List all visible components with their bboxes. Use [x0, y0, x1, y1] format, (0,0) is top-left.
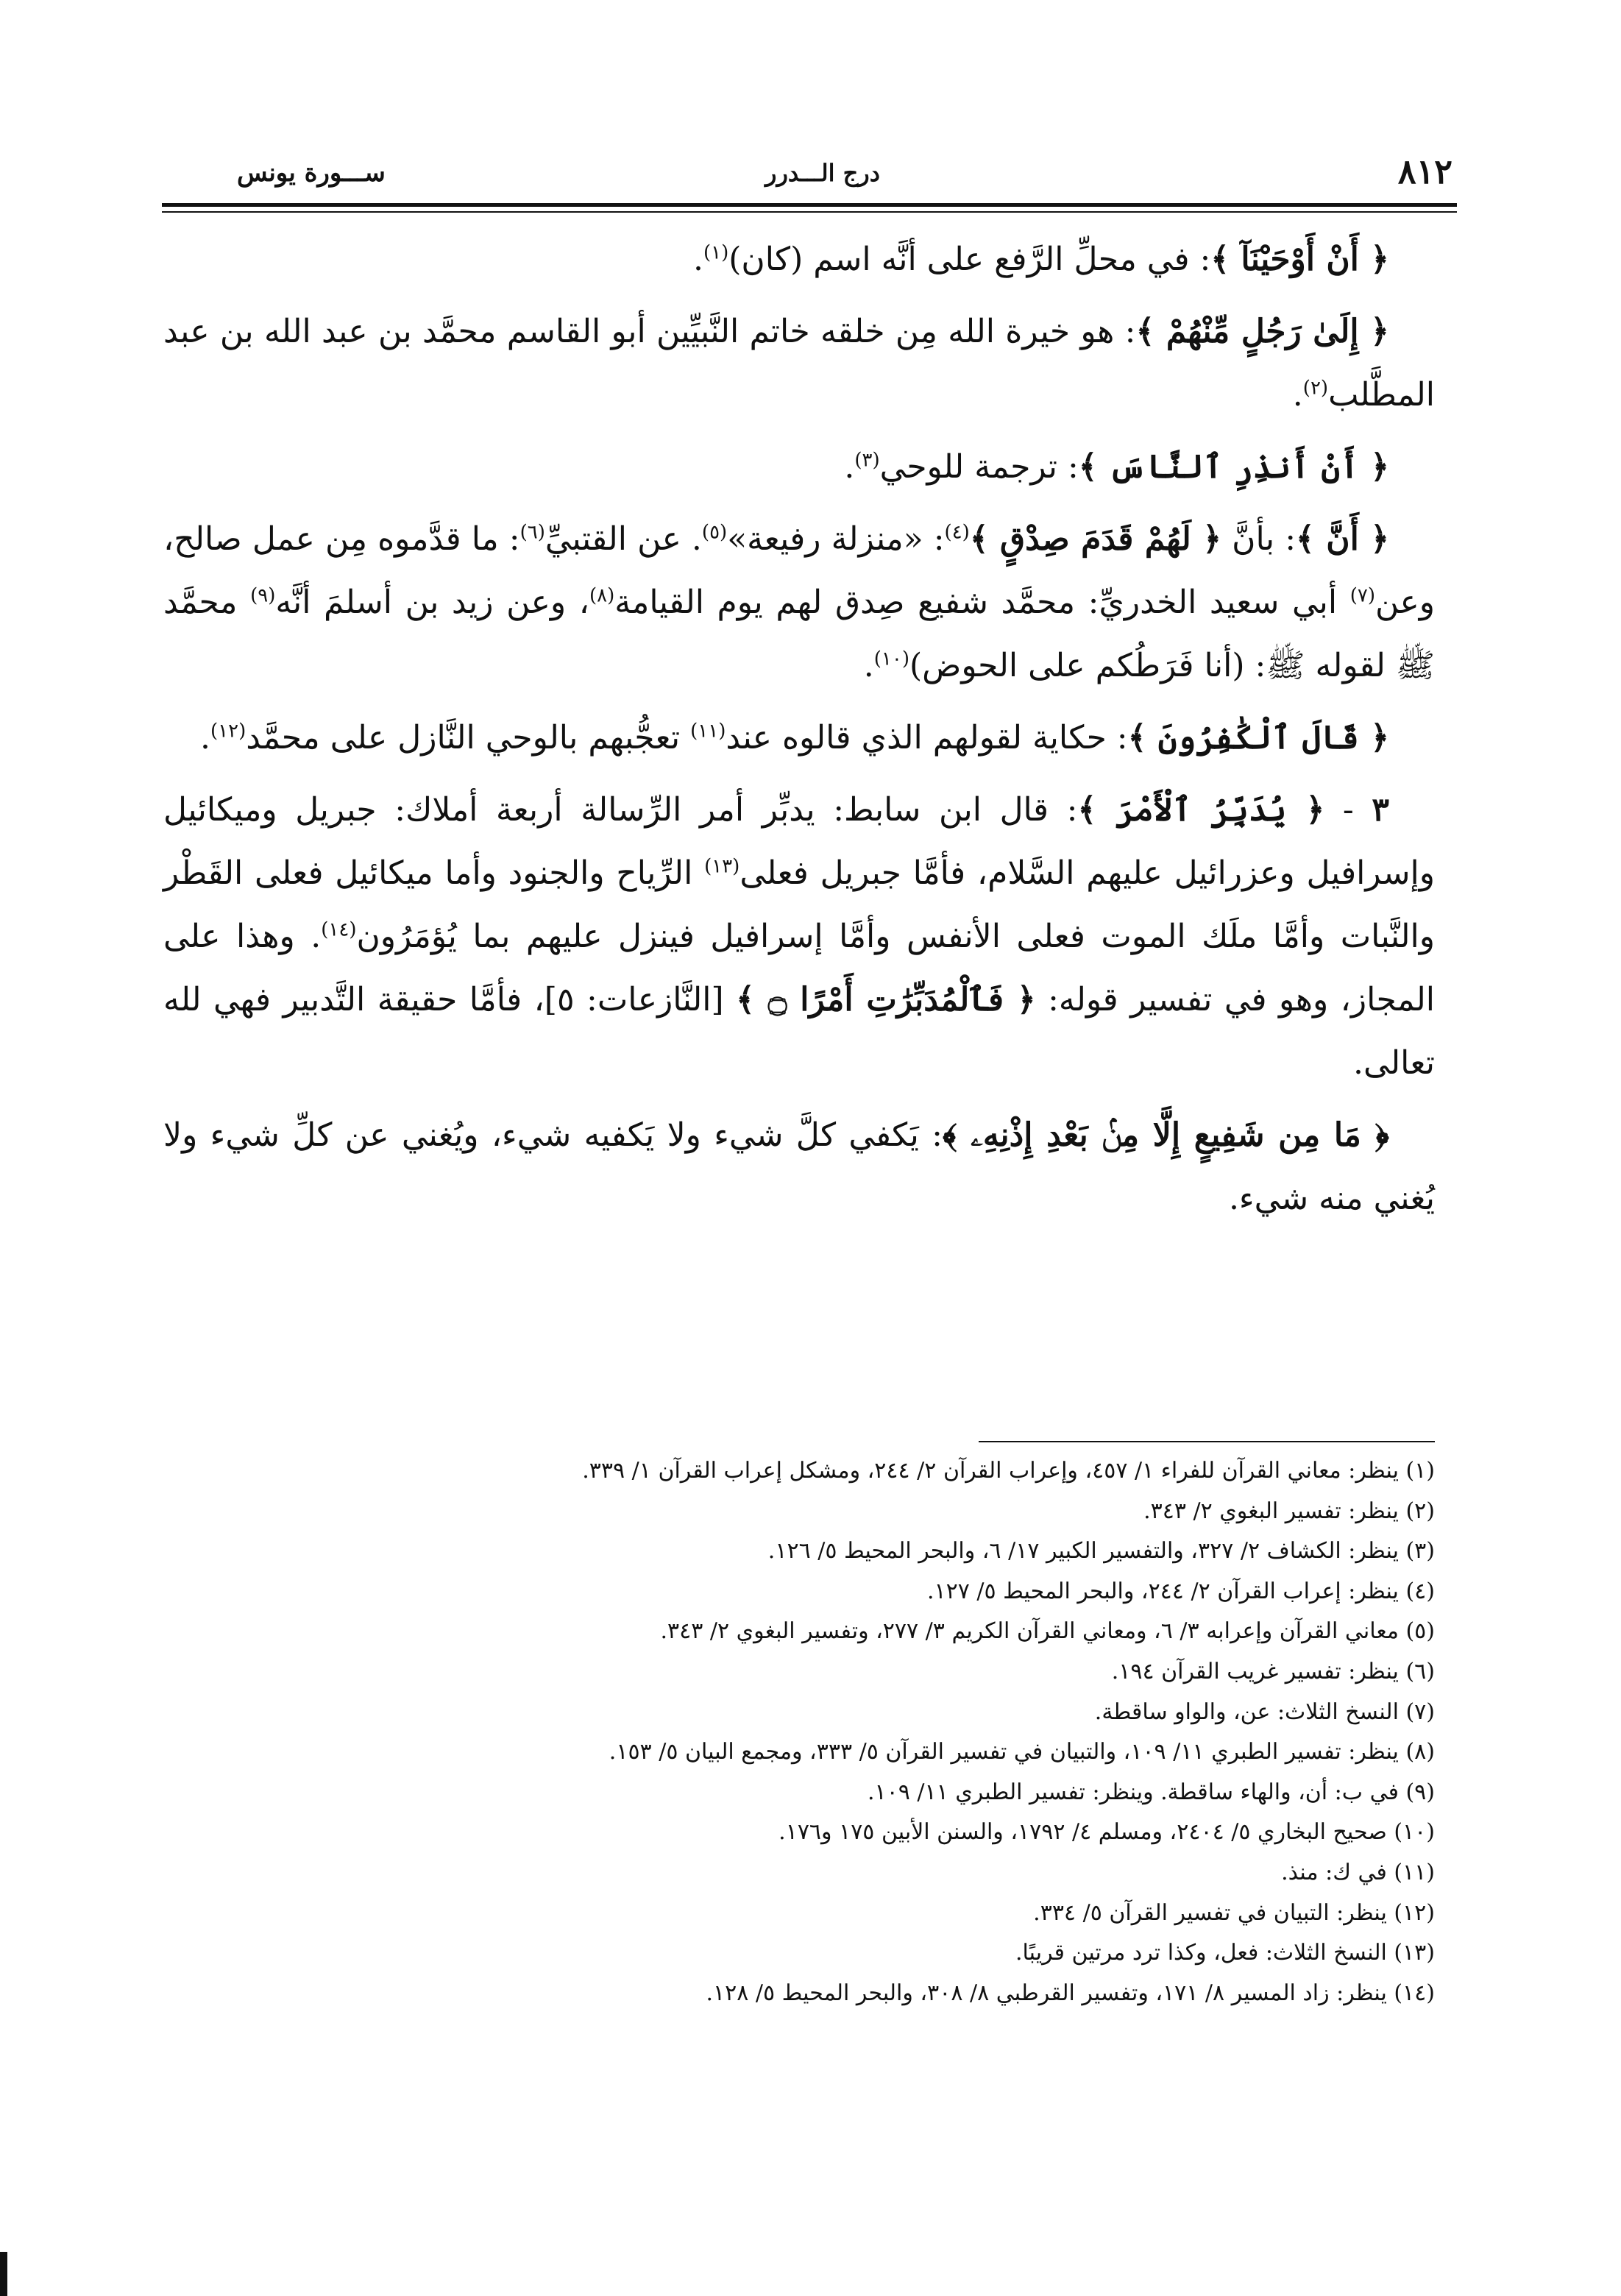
footnote: (٧) النسخ الثلاث: عن، والواو ساقطة. [1094, 1698, 1435, 1725]
paragraph [163, 1104, 1435, 1230]
ornate-bracket: ﴿ [1361, 1116, 1389, 1154]
quran-quote: قَالَ ٱلْكَٰفِرُونَ [1157, 719, 1359, 757]
footnote: (٣) ينظر: الكشاف ٢/ ٣٢٧، والتفسير الكبير ١٧/ ٦، والبحر المحيط ٥/ ١٢٦. [767, 1538, 1435, 1565]
quran-quote: أَنْ أَنذِرِ ٱلنَّاسَ [1108, 448, 1359, 486]
commentary-text: الرِّياح والجنود وأما ميكائيل فعلى القَطْر والنَّبات وأمَّا ملَك الموت فعلى الأنفس وأمَّا إسرافيل فينزل عليهم بما يُؤمَرُون [163, 854, 1435, 955]
commentary-text: أبي سعيد الخدريِّ: محمَّد شفيع صِدق لهم يوم القيامة [614, 584, 1350, 621]
footnote-reference[interactable]: (٢) [1302, 377, 1329, 400]
commentary-text: : هو خيرة الله مِن خلقه خاتم النَّبيِّين أبو القاسم محمَّد بن عبد الله بن عبد المطَّلب [163, 313, 1435, 414]
commentary-text: . [692, 241, 703, 278]
footnote: (٥) معاني القرآن وإعرابه ٣/ ٦، ومعاني القرآن الكريم ٣/ ٢٧٧، وتفسير البغوي ٢/ ٣٤٣. [660, 1618, 1435, 1645]
footnote: (١٢) ينظر: التبيان في تفسير القرآن ٥/ ٣٣٤. [1033, 1899, 1435, 1926]
footnote-reference[interactable]: (١٣) [704, 855, 740, 878]
footnote: (١٣) النسخ الثلاث: فعل، وكذا ترد مرتين قريبًا. [1015, 1940, 1435, 1966]
footnote: (١١) في ك: منذ. [1281, 1859, 1435, 1885]
ornate-bracket: ﴿ [1004, 981, 1036, 1018]
quran-quote: لَهُمْ قَدَمَ صِدْقٍ [1000, 520, 1191, 558]
ornate-bracket: ﴾ [1077, 791, 1116, 829]
ornate-bracket: ﴿ [1358, 719, 1389, 757]
ornate-bracket: ﴿ [1191, 520, 1222, 558]
commentary-text: محمَّد ﷺ لقوله ﷺ: (أنا فَرَطُكم على الحوض) [163, 584, 1435, 684]
paragraph [163, 706, 1435, 770]
quran-quote: أَنْ أَوْحَيْنَآ [1241, 241, 1359, 278]
footnotes [163, 1451, 1435, 2013]
ornate-bracket: ﴿ [1358, 241, 1389, 278]
footnote: (٦) ينظر: تفسير غريب القرآن ١٩٤. [1111, 1658, 1435, 1684]
footnote-reference[interactable]: (١٠) [873, 648, 909, 670]
commentary-text: : ما قدَّموه مِن عمل صالح، وعن [163, 520, 1435, 621]
quran-quote: فَٱلْمُدَبِّرَٰتِ أَمْرًا ۝ [767, 981, 1004, 1018]
commentary-text: : بأنَّ [1221, 520, 1297, 558]
footnote-reference[interactable]: (١٤) [321, 918, 357, 941]
ornate-bracket: ﴾ [1296, 520, 1327, 558]
footnote: (١٤) ينظر: زاد المسير ٨/ ١٧١، وتفسير القرطبي ٨/ ٣٠٨، والبحر المحيط ٥/ ١٢٨. [706, 1980, 1435, 2006]
main-text [163, 228, 1435, 1239]
ornate-bracket: ﴾ [1135, 313, 1166, 350]
ornate-bracket: ﴾ [736, 981, 768, 1018]
paragraph [163, 779, 1435, 1095]
commentary-text: : حكاية لقولهم الذي قالوه عند [726, 719, 1128, 757]
commentary-text: : قال ابن سابط: يدبِّر أمر الرِّسالة أربعة أملاك: جبريل وميكائيل وإسرافيل وعزرائيل عليهم السَّلام، فأمَّا جبريل فعلى [163, 791, 1435, 892]
commentary-text: تعجُّبهم بالوحي النَّازل على محمَّد [246, 719, 691, 757]
commentary-text: . [1292, 376, 1303, 414]
paragraph [163, 300, 1435, 427]
quran-quote: يُدَبِّرُ ٱلْأَمْرَ [1115, 791, 1287, 829]
paragraph [163, 228, 1435, 291]
surah-title: ســـورة يونس [237, 158, 386, 188]
commentary-text: [النَّازعات: ٥]، فأمَّا حقيقة التَّدبير فهي لله تعالى. [163, 981, 1435, 1082]
footnote-reference[interactable]: (٩) [250, 584, 276, 607]
footnote-reference[interactable]: (٤) [944, 521, 970, 544]
footnote: (٢) ينظر: تفسير البغوي ٢/ ٣٤٣. [1143, 1498, 1435, 1524]
header-rule-secondary [162, 211, 1457, 213]
footnote: (٤) ينظر: إعراب القرآن ٢/ ٢٤٤، والبحر المحيط ٥/ ١٢٧. [926, 1578, 1435, 1604]
ornate-bracket: ﴿ [1286, 791, 1325, 829]
quran-quote: مَا مِن شَفِيعٍ إِلَّا مِنۢ بَعْدِ إِذْنِهِۦ [971, 1116, 1361, 1154]
commentary-text: . [863, 647, 874, 684]
footnote: (٩) في ب: أن، والهاء ساقطة. وينظر: تفسير الطبري ١١/ ١٠٩. [867, 1779, 1435, 1805]
ornate-bracket: ﴾ [1078, 448, 1109, 486]
running-header [193, 151, 1452, 195]
commentary-text: . عن القتبيِّ [545, 520, 702, 558]
footnote-separator [979, 1441, 1435, 1442]
ornate-bracket: ﴾ [1127, 719, 1158, 757]
commentary-text: - [1324, 791, 1372, 829]
verse-number: ٣ [1372, 791, 1390, 829]
quran-quote: إِلَىٰ رَجُلٍ مِّنْهُمْ [1166, 313, 1359, 350]
footnote-reference[interactable]: (٣) [854, 449, 880, 472]
ornate-bracket: ﴿ [1358, 313, 1389, 350]
paragraph [163, 436, 1435, 499]
commentary-text: : يَكفي كلَّ شيء ولا يَكفيه شيء، ويُغني عن كلِّ شيء ولا يُغني منه شيء. [163, 1116, 1435, 1217]
commentary-text: : في محلِّ الرَّفع على أنَّه اسم (كان) [728, 241, 1211, 278]
ornate-bracket: ﴿ [1358, 448, 1389, 486]
footnote-reference[interactable]: (١) [703, 241, 729, 264]
footnote-reference[interactable]: (٦) [519, 521, 545, 544]
footnote: (١) ينظر: معاني القرآن للفراء ١/ ٤٥٧، وإعراب القرآن ٢/ ٢٤٤، ومشكل إعراب القرآن ١/ ٣٣٩. [582, 1458, 1435, 1484]
ornate-bracket: ﴾ [1210, 241, 1241, 278]
footnote-reference[interactable]: (٧) [1349, 584, 1375, 607]
commentary-text: ، وعن زيد بن أسلمَ أنَّه [275, 584, 589, 621]
commentary-text: : «منزلة رفيعة» [727, 520, 945, 558]
header-rule [162, 203, 1457, 207]
footnote: (٨) ينظر: تفسير الطبري ١١/ ١٠٩، والتبيان في تفسير القرآن ٥/ ٣٣٣، ومجمع البيان ٥/ ١٥٣. [609, 1739, 1435, 1765]
commentary-text: . وهذا على المجاز، وهو في تفسير قوله: [163, 918, 1435, 1018]
footnote-reference[interactable]: (١٢) [210, 720, 246, 743]
page-number: ٨١٢ [1397, 152, 1452, 191]
commentary-text: . [844, 448, 855, 486]
commentary-text: . [200, 719, 210, 757]
commentary-text: : ترجمة للوحي [879, 448, 1079, 486]
ornate-bracket: ﴿ [1358, 520, 1390, 558]
page-edge-mark [0, 2252, 7, 2296]
ornate-bracket: ﴾ [969, 520, 1001, 558]
footnote-reference[interactable]: (٨) [589, 584, 615, 607]
footnote: (١٠) صحيح البخاري ٥/ ٢٤٠٤، ومسلم ٤/ ١٧٩٢، والسنن الأبين ١٧٥ و١٧٦. [778, 1819, 1435, 1846]
footnote-reference[interactable]: (٥) [701, 521, 728, 544]
ornate-bracket: ﴾ [942, 1116, 971, 1154]
footnote-reference[interactable]: (١١) [690, 720, 726, 743]
paragraph [163, 508, 1435, 698]
book-title: درج الـــدرر [765, 159, 880, 187]
quran-quote: أَنَّ [1326, 520, 1359, 558]
